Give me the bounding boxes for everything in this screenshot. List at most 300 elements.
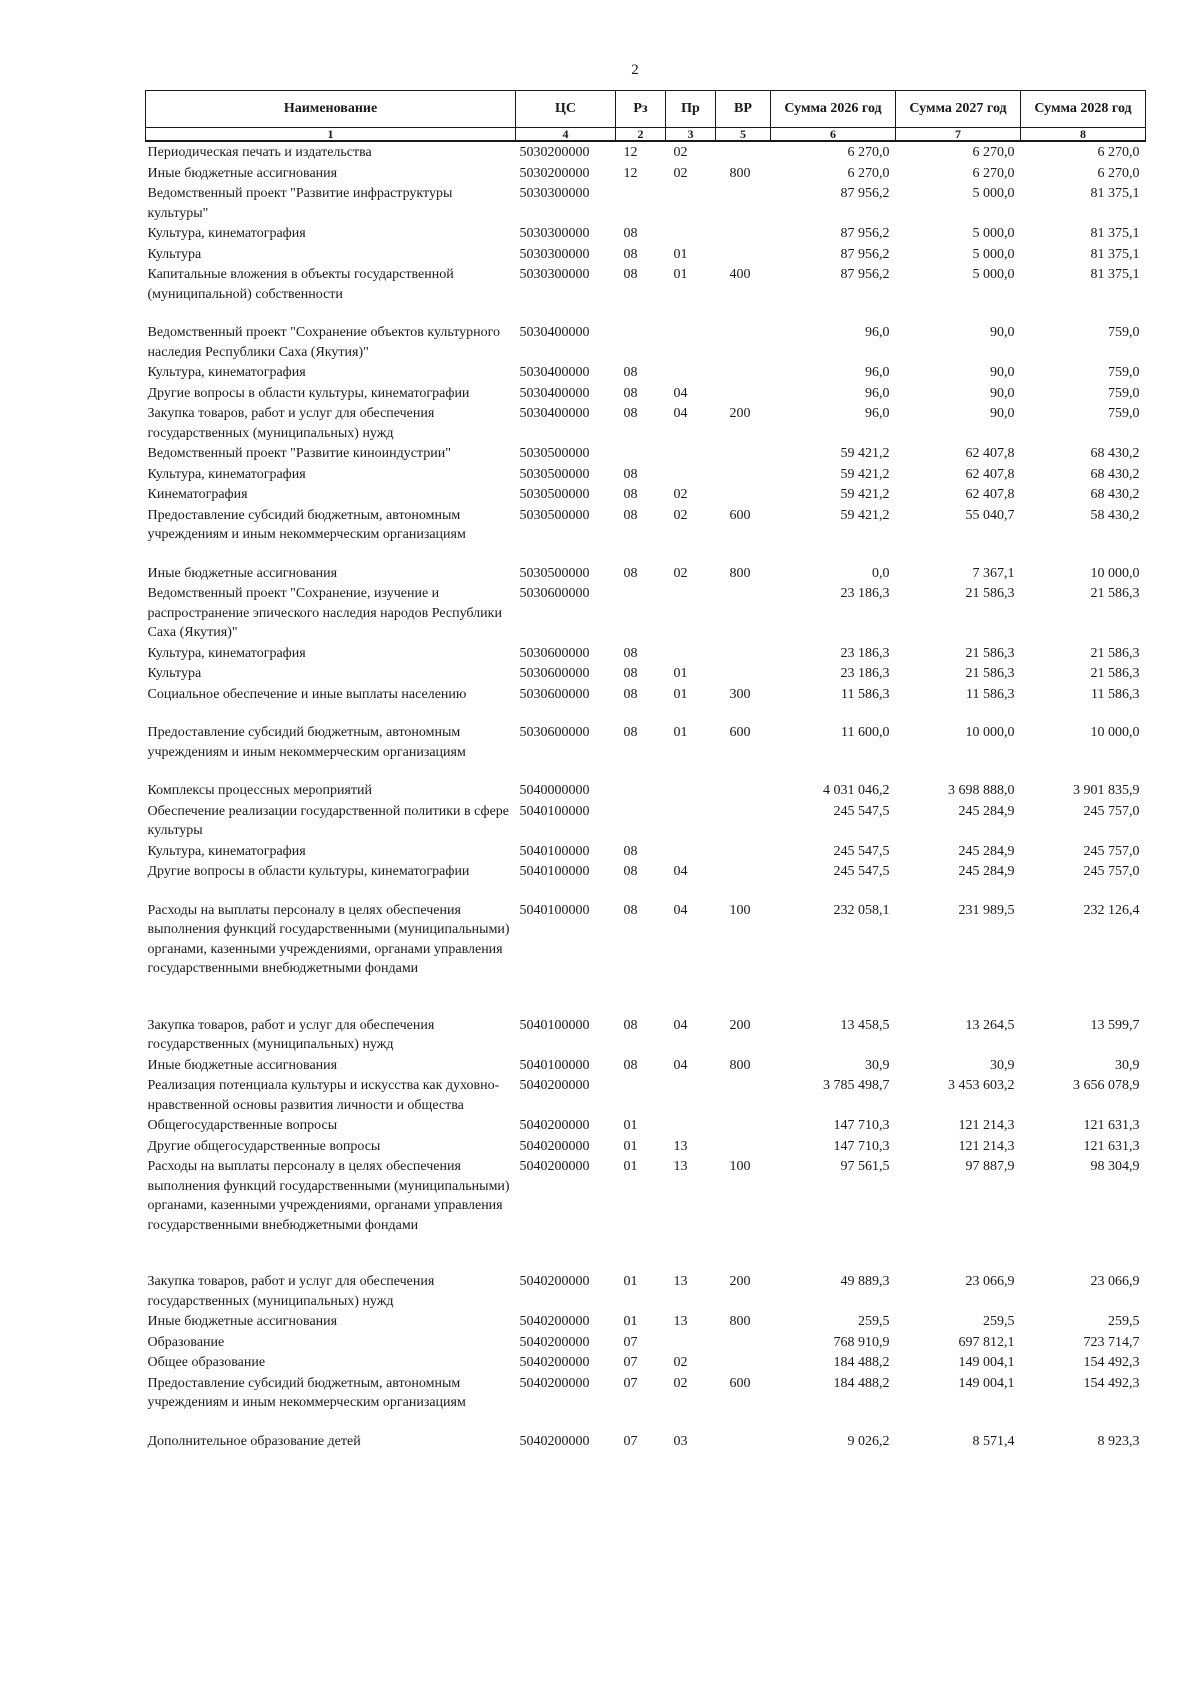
header-name: Наименование (146, 91, 516, 128)
row-pr: 04 (673, 406, 688, 421)
row-rz: 12 (623, 165, 638, 181)
row-rz: 08 (623, 902, 638, 918)
row-pr: 01 (673, 246, 688, 262)
row-vr (716, 244, 771, 265)
row-pr (666, 780, 716, 801)
row-sum-2027: 697 812,1 (958, 1334, 1015, 1350)
table-row (146, 1373, 1146, 1431)
row-sum-2028: 759,0 (1108, 365, 1140, 380)
row-sum-2028: 21 586,3 (1090, 645, 1140, 661)
row-sum-2028: 10 000,0 (1090, 565, 1140, 581)
row-pr: 02 (673, 487, 688, 502)
header-sum-2028: Сумма 2028 год (1021, 91, 1146, 128)
row-pr: 13 (673, 1274, 688, 1289)
row-rz: 08 (623, 864, 638, 879)
row-sum-2026: 11 600,0 (841, 725, 890, 740)
row-cs: 5040200000 (519, 1433, 590, 1449)
table-header (146, 91, 1146, 142)
row-cs: 5030600000 (519, 666, 590, 681)
row-rz: 12 (623, 145, 638, 160)
row-sum-2028: 81 375,1 (1090, 226, 1140, 241)
row-cs: 5030400000 (519, 385, 590, 401)
row-name: Иные бюджетные ассигнования (147, 1057, 338, 1073)
row-vr: 200 (729, 406, 751, 421)
row-sum-2027: 5 000,0 (972, 186, 1015, 201)
row-sum-2026: 147 710,3 (833, 1138, 890, 1154)
row-cs: 5040200000 (519, 1118, 590, 1133)
row-sum-2027: 3 453 603,2 (948, 1078, 1015, 1093)
table-row (146, 163, 1146, 184)
row-rz: 01 (623, 1118, 638, 1133)
table-row (146, 322, 1146, 362)
column-number: 2 (616, 128, 666, 142)
row-rz: 01 (623, 1274, 638, 1289)
row-rz (616, 780, 666, 801)
table-row (146, 1352, 1146, 1373)
row-pr: 02 (673, 165, 688, 181)
row-sum-2027: 6 270,0 (972, 145, 1015, 160)
row-sum-2027: 5 000,0 (972, 246, 1015, 262)
table-row (146, 183, 1146, 223)
row-rz: 08 (623, 267, 638, 282)
table-row (146, 223, 1146, 244)
row-name: Образование (147, 1334, 225, 1350)
row-cs: 5040200000 (519, 1314, 590, 1329)
row-sum-2028: 30,9 (1115, 1057, 1140, 1073)
row-sum-2027: 62 407,8 (965, 466, 1015, 482)
row-cs: 5030300000 (519, 186, 590, 201)
row-sum-2026: 259,5 (858, 1314, 890, 1329)
row-pr: 01 (673, 725, 688, 740)
row-rz: 08 (623, 725, 638, 740)
row-pr: 03 (673, 1433, 688, 1449)
row-name: Реализация потенциала культуры и искусства как духовно-нравственной основы развития личности и общества (147, 1078, 500, 1113)
table-row (146, 443, 1146, 464)
row-sum-2026: 87 956,2 (840, 267, 890, 282)
row-rz: 07 (623, 1334, 638, 1350)
row-vr (716, 663, 771, 684)
row-rz: 08 (623, 385, 638, 401)
row-vr: 300 (729, 686, 751, 702)
row-rz: 08 (623, 645, 638, 661)
row-sum-2026: 59 421,2 (840, 507, 890, 523)
row-rz: 08 (623, 565, 638, 581)
row-cs: 5030500000 (519, 487, 590, 502)
row-name: Культура, кинематография (147, 365, 306, 380)
row-sum-2028: 68 430,2 (1090, 466, 1140, 482)
row-pr (666, 841, 716, 862)
row-sum-2026: 184 488,2 (833, 1375, 890, 1391)
row-vr: 100 (729, 1159, 751, 1174)
row-sum-2028: 81 375,1 (1090, 267, 1140, 282)
row-sum-2027: 90,0 (990, 385, 1015, 401)
row-sum-2026: 59 421,2 (840, 466, 890, 482)
row-name: Комплексы процессных мероприятий (147, 783, 372, 798)
row-sum-2026: 184 488,2 (833, 1355, 890, 1370)
row-pr: 01 (673, 686, 688, 702)
table-row (146, 1015, 1146, 1055)
row-name: Кинематография (147, 487, 248, 502)
table-row (146, 1055, 1146, 1076)
row-sum-2028: 81 375,1 (1090, 246, 1140, 262)
row-sum-2026: 87 956,2 (840, 226, 890, 241)
row-sum-2027: 90,0 (990, 325, 1015, 340)
row-cs: 5040200000 (519, 1138, 590, 1154)
table-row (146, 141, 1146, 163)
table-row (146, 841, 1146, 862)
row-vr (716, 362, 771, 383)
row-sum-2028: 68 430,2 (1090, 487, 1140, 502)
row-vr: 800 (729, 1057, 751, 1073)
row-cs: 5030300000 (519, 226, 590, 241)
header-pr: Пр (666, 91, 716, 128)
row-rz: 08 (623, 843, 638, 859)
row-sum-2026: 97 561,5 (840, 1159, 890, 1174)
column-number: 3 (666, 128, 716, 142)
row-name: Предоставление субсидий бюджетным, автономным учреждениям и иным некоммерческим организациям (147, 725, 466, 760)
row-cs: 5040100000 (519, 1057, 590, 1073)
row-rz: 08 (623, 666, 638, 681)
row-sum-2028: 10 000,0 (1090, 725, 1140, 740)
column-number: 7 (896, 128, 1021, 142)
row-vr (716, 484, 771, 505)
row-cs: 5040100000 (519, 843, 590, 859)
table-row (146, 1075, 1146, 1115)
row-rz: 01 (623, 1314, 638, 1329)
row-rz: 08 (623, 466, 638, 482)
row-pr: 02 (673, 565, 688, 581)
row-cs: 5030200000 (519, 145, 590, 160)
row-cs: 5040000000 (519, 783, 590, 798)
row-pr: 01 (673, 267, 688, 282)
row-name: Расходы на выплаты персоналу в целях обеспечения выполнения функций государственными (муниципальными) органами, казенными учреждениями, органами управления государственными внебюджетными фондами (147, 902, 510, 976)
row-sum-2027: 62 407,8 (965, 446, 1015, 461)
table-row (146, 861, 1146, 900)
row-pr: 02 (673, 507, 688, 523)
row-name: Культура (147, 666, 202, 681)
row-vr (716, 383, 771, 404)
row-vr (716, 141, 771, 163)
row-sum-2028: 232 126,4 (1083, 902, 1140, 918)
row-sum-2028: 3 901 835,9 (1073, 783, 1140, 798)
row-sum-2028: 13 599,7 (1090, 1017, 1140, 1033)
row-sum-2028: 81 375,1 (1090, 186, 1140, 201)
row-sum-2026: 11 586,3 (841, 686, 890, 702)
row-cs: 5030500000 (519, 565, 590, 581)
row-cs: 5030600000 (519, 725, 590, 740)
row-vr: 200 (729, 1017, 751, 1033)
row-rz: 08 (623, 365, 638, 380)
row-sum-2026: 245 547,5 (833, 803, 890, 819)
row-vr: 800 (729, 1314, 751, 1329)
row-sum-2026: 96,0 (865, 406, 890, 421)
row-sum-2027: 21 586,3 (965, 645, 1015, 661)
row-sum-2028: 3 656 078,9 (1073, 1078, 1140, 1093)
row-cs: 5030500000 (519, 446, 590, 461)
row-vr: 800 (729, 165, 751, 181)
row-sum-2027: 231 989,5 (958, 902, 1015, 918)
row-cs: 5030400000 (519, 406, 590, 421)
table-row (146, 464, 1146, 485)
row-vr (716, 1115, 771, 1136)
table-row (146, 900, 1146, 1015)
header-sum-2026: Сумма 2026 год (771, 91, 896, 128)
row-sum-2027: 10 000,0 (965, 725, 1015, 740)
table-row (146, 643, 1146, 664)
row-sum-2026: 59 421,2 (840, 446, 890, 461)
row-rz: 08 (623, 507, 638, 523)
row-sum-2026: 232 058,1 (833, 902, 890, 918)
row-cs: 5040200000 (519, 1355, 590, 1370)
row-rz: 07 (623, 1375, 638, 1391)
table-body (146, 141, 1146, 1451)
row-sum-2026: 23 186,3 (840, 586, 890, 601)
row-sum-2028: 154 492,3 (1083, 1355, 1140, 1370)
row-pr (666, 1332, 716, 1353)
row-cs: 5040200000 (519, 1375, 590, 1391)
row-vr (716, 841, 771, 862)
row-pr: 04 (673, 864, 688, 879)
row-cs: 5040200000 (519, 1078, 590, 1093)
row-name: Общее образование (147, 1355, 266, 1370)
header-vr: ВР (716, 91, 771, 128)
table-row (146, 1332, 1146, 1353)
row-pr: 04 (673, 1057, 688, 1073)
row-sum-2026: 96,0 (865, 325, 890, 340)
row-rz (616, 322, 666, 362)
row-sum-2026: 245 547,5 (833, 843, 890, 859)
row-vr (716, 223, 771, 244)
row-cs: 5040100000 (519, 902, 590, 918)
row-pr: 13 (673, 1159, 688, 1174)
row-cs: 5040100000 (519, 864, 590, 879)
row-sum-2028: 6 270,0 (1097, 165, 1140, 181)
row-pr (666, 1115, 716, 1136)
row-sum-2027: 7 367,1 (972, 565, 1015, 581)
table-row (146, 403, 1146, 443)
row-sum-2026: 9 026,2 (847, 1433, 890, 1449)
table-row (146, 1115, 1146, 1136)
row-sum-2026: 23 186,3 (840, 666, 890, 681)
row-sum-2027: 90,0 (990, 365, 1015, 380)
row-cs: 5030200000 (519, 165, 590, 181)
row-name: Периодическая печать и издательства (147, 145, 372, 160)
row-sum-2027: 121 214,3 (958, 1118, 1015, 1133)
row-cs: 5030500000 (519, 507, 590, 523)
row-cs: 5030300000 (519, 246, 590, 262)
row-sum-2027: 21 586,3 (965, 666, 1015, 681)
row-name: Иные бюджетные ассигнования (147, 565, 338, 581)
row-rz: 07 (623, 1355, 638, 1370)
row-sum-2026: 87 956,2 (840, 186, 890, 201)
column-number: 6 (771, 128, 896, 142)
row-vr: 400 (729, 267, 751, 282)
row-sum-2027: 245 284,9 (958, 803, 1015, 819)
row-sum-2027: 3 698 888,0 (948, 783, 1015, 798)
row-sum-2026: 6 270,0 (847, 145, 890, 160)
row-cs: 5030400000 (519, 365, 590, 380)
row-sum-2028: 723 714,7 (1083, 1334, 1140, 1350)
row-pr (666, 443, 716, 464)
row-sum-2028: 759,0 (1108, 406, 1140, 421)
row-sum-2028: 121 631,3 (1083, 1118, 1140, 1133)
table-row (146, 563, 1146, 584)
table-row (146, 362, 1146, 383)
row-sum-2028: 245 757,0 (1083, 803, 1140, 819)
row-name: Расходы на выплаты персоналу в целях обеспечения выполнения функций государственными (муниципальными) органами, казенными учреждениями, органами управления государственными внебюджетными фондами (147, 1159, 510, 1233)
row-sum-2028: 8 923,3 (1097, 1433, 1140, 1449)
row-sum-2026: 23 186,3 (840, 645, 890, 661)
row-sum-2028: 759,0 (1108, 325, 1140, 340)
row-sum-2028: 21 586,3 (1090, 586, 1140, 601)
row-rz (616, 443, 666, 464)
row-sum-2027: 55 040,7 (965, 507, 1015, 523)
row-rz (616, 1075, 666, 1115)
row-sum-2027: 5 000,0 (972, 267, 1015, 282)
row-sum-2027: 245 284,9 (958, 864, 1015, 879)
row-pr (666, 583, 716, 643)
table-row (146, 1156, 1146, 1271)
row-sum-2026: 49 889,3 (840, 1274, 890, 1289)
row-sum-2027: 5 000,0 (972, 226, 1015, 241)
row-vr: 600 (729, 1375, 751, 1391)
row-cs: 5030600000 (519, 586, 590, 601)
row-pr: 02 (673, 145, 688, 160)
row-vr (716, 801, 771, 841)
row-name: Ведомственный проект "Сохранение объектов культурного наследия Республики Саха (Якутия)" (147, 325, 501, 360)
row-vr: 100 (729, 902, 751, 918)
row-name: Культура, кинематография (147, 226, 306, 241)
row-rz: 08 (623, 226, 638, 241)
column-number: 8 (1021, 128, 1146, 142)
row-pr (666, 223, 716, 244)
row-sum-2026: 96,0 (865, 365, 890, 380)
row-pr (666, 362, 716, 383)
row-vr (716, 861, 771, 900)
row-name: Предоставление субсидий бюджетным, автономным учреждениям и иным некоммерческим организациям (147, 1375, 466, 1410)
row-sum-2026: 96,0 (865, 385, 890, 401)
row-pr (666, 1075, 716, 1115)
row-sum-2028: 23 066,9 (1090, 1274, 1140, 1289)
row-cs: 5030600000 (519, 686, 590, 702)
row-cs: 5030600000 (519, 645, 590, 661)
row-rz (616, 583, 666, 643)
column-number: 5 (716, 128, 771, 142)
row-sum-2027: 245 284,9 (958, 843, 1015, 859)
row-cs: 5030300000 (519, 267, 590, 282)
table-row (146, 244, 1146, 265)
row-sum-2026: 0,0 (872, 565, 890, 581)
row-sum-2026: 13 458,5 (840, 1017, 890, 1033)
row-sum-2026: 59 421,2 (840, 487, 890, 502)
row-vr: 200 (729, 1274, 751, 1289)
table-row (146, 722, 1146, 780)
row-sum-2027: 23 066,9 (965, 1274, 1015, 1289)
row-rz: 08 (623, 246, 638, 262)
row-sum-2028: 21 586,3 (1090, 666, 1140, 681)
row-sum-2027: 149 004,1 (958, 1375, 1015, 1391)
row-rz: 01 (623, 1159, 638, 1174)
row-name: Культура (147, 246, 202, 262)
row-sum-2026: 245 547,5 (833, 864, 890, 879)
row-sum-2027: 149 004,1 (958, 1355, 1015, 1370)
row-sum-2026: 3 785 498,7 (823, 1078, 890, 1093)
row-vr: 600 (729, 507, 751, 523)
row-name: Ведомственный проект "Развитие киноиндустрии" (147, 446, 451, 461)
row-name: Ведомственный проект "Сохранение, изучение и распространение эпического наследия народов Республики Саха (Якутия)" (147, 586, 502, 640)
table-row (146, 1431, 1146, 1452)
row-vr (716, 464, 771, 485)
row-pr: 02 (673, 1355, 688, 1370)
row-cs: 5030400000 (519, 325, 590, 340)
row-sum-2028: 121 631,3 (1083, 1138, 1140, 1154)
row-sum-2028: 11 586,3 (1091, 686, 1140, 702)
row-pr: 04 (673, 1017, 688, 1033)
row-cs: 5040200000 (519, 1159, 590, 1174)
row-vr (716, 1075, 771, 1115)
row-pr: 01 (673, 666, 688, 681)
row-rz: 08 (623, 686, 638, 702)
header-rz: Рз (616, 91, 666, 128)
row-sum-2027: 62 407,8 (965, 487, 1015, 502)
header-cs: ЦС (516, 91, 616, 128)
row-sum-2027: 30,9 (990, 1057, 1015, 1073)
row-rz: 08 (623, 406, 638, 421)
row-rz: 08 (623, 1017, 638, 1033)
table-row (146, 1136, 1146, 1157)
header-sum-2027: Сумма 2027 год (896, 91, 1021, 128)
table-row (146, 264, 1146, 322)
row-pr: 04 (673, 902, 688, 918)
row-name: Дополнительное образование детей (147, 1433, 361, 1449)
row-sum-2026: 87 956,2 (840, 246, 890, 262)
row-cs: 5040100000 (519, 803, 590, 819)
row-pr (666, 183, 716, 223)
row-sum-2028: 68 430,2 (1090, 446, 1140, 461)
row-name: Предоставление субсидий бюджетным, автономным учреждениям и иным некоммерческим организациям (147, 507, 466, 542)
row-name: Иные бюджетные ассигнования (147, 165, 338, 181)
row-sum-2027: 21 586,3 (965, 586, 1015, 601)
row-name: Другие вопросы в области культуры, кинематографии (147, 385, 470, 401)
row-sum-2027: 8 571,4 (972, 1433, 1015, 1449)
row-sum-2027: 121 214,3 (958, 1138, 1015, 1154)
row-cs: 5040100000 (519, 1017, 590, 1033)
table-row (146, 383, 1146, 404)
row-sum-2028: 759,0 (1108, 385, 1140, 401)
table-row (146, 780, 1146, 801)
row-name: Культура, кинематография (147, 645, 306, 661)
row-rz: 08 (623, 487, 638, 502)
row-name: Закупка товаров, работ и услуг для обеспечения государственных (муниципальных) нужд (147, 1274, 435, 1309)
row-pr: 04 (673, 385, 688, 401)
row-name: Закупка товаров, работ и услуг для обеспечения государственных (муниципальных) нужд (147, 1017, 435, 1052)
row-sum-2027: 97 887,9 (965, 1159, 1015, 1174)
row-vr: 600 (729, 725, 751, 740)
row-name: Ведомственный проект "Развитие инфраструктуры культуры" (147, 186, 453, 221)
row-sum-2028: 6 270,0 (1097, 145, 1140, 160)
row-vr (716, 322, 771, 362)
row-sum-2027: 13 264,5 (965, 1017, 1015, 1033)
row-vr (716, 1431, 771, 1452)
table-row (146, 484, 1146, 505)
row-sum-2028: 245 757,0 (1083, 864, 1140, 879)
row-pr: 13 (673, 1314, 688, 1329)
row-sum-2028: 154 492,3 (1083, 1375, 1140, 1391)
row-sum-2026: 768 910,9 (833, 1334, 890, 1350)
row-name: Общегосударственные вопросы (147, 1118, 338, 1133)
row-rz: 07 (623, 1433, 638, 1449)
row-cs: 5040200000 (519, 1334, 590, 1350)
